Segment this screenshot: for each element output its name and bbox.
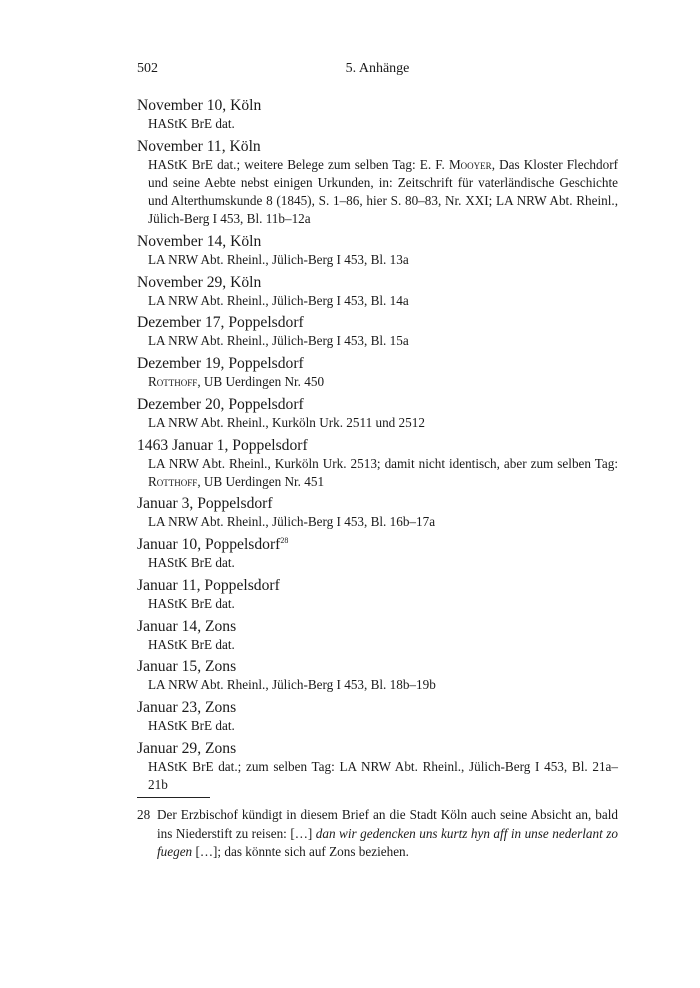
footnote-text-part: Der Erzbischof kündigt in diesem Brief an die Stadt Köln auch seine Absicht an, bald ins Niederstift zu reisen: […] [157, 807, 618, 841]
source-text: HAStK BrE dat.; weitere Belege zum selben Tag: E. F. [148, 156, 449, 172]
entry-heading: 1463 Januar 1, Poppelsdorf [137, 436, 308, 454]
entry-heading: Januar 29, Zons [137, 739, 237, 757]
itinerary-entry [137, 658, 618, 694]
entry-heading: Januar 3, Poppelsdorf [137, 495, 273, 513]
author-name: Mooyer [448, 156, 492, 172]
entry-heading: November 29, Köln [137, 273, 262, 291]
entry-source [137, 156, 618, 229]
entry-heading: Januar 14, Zons [137, 617, 237, 635]
itinerary-list [137, 97, 618, 799]
entry-heading: Dezember 20, Poppelsdorf [137, 395, 304, 413]
entry-source: HAStK BrE dat. [148, 595, 235, 611]
footnote-divider [137, 797, 210, 798]
itinerary-entry [137, 97, 618, 133]
entry-heading: Dezember 19, Poppelsdorf [137, 355, 304, 373]
entry-source [137, 455, 618, 491]
author-name: Rotthoff [148, 374, 198, 390]
source-text: , UB Uerdingen Nr. 451 [197, 473, 325, 489]
entry-source: LA NRW Abt. Rheinl., Jülich-Berg I 453, Bl. 14a [148, 292, 409, 308]
page-number: 502 [137, 61, 158, 76]
itinerary-entry [137, 495, 618, 531]
entry-source: LA NRW Abt. Rheinl., Jülich-Berg I 453, Bl. 18b–19b [148, 677, 436, 693]
source-text: LA NRW Abt. Rheinl., Kurköln Urk. 2513; damit nicht identisch, aber zum selben Tag: [148, 455, 618, 471]
entry-heading: November 11, Köln [137, 137, 261, 155]
entry-source: LA NRW Abt. Rheinl., Kurköln Urk. 2511 und 2512 [148, 414, 425, 430]
itinerary-entry [137, 274, 618, 310]
itinerary-entry [137, 437, 618, 491]
footnote-text-part: […]; das könnte sich auf Zons beziehen. [192, 844, 409, 859]
itinerary-entry [137, 138, 618, 229]
footnote-reference[interactable]: 28 [280, 536, 289, 546]
itinerary-entry [137, 577, 618, 613]
source-text: , UB Uerdingen Nr. 450 [197, 374, 325, 390]
itinerary-entry [137, 396, 618, 432]
itinerary-entry [137, 699, 618, 735]
author-name: Rotthoff [148, 473, 198, 489]
entry-heading: Januar 15, Zons [137, 658, 237, 676]
entry-source: LA NRW Abt. Rheinl., Jülich-Berg I 453, Bl. 13a [148, 252, 409, 268]
entry-source: HAStK BrE dat. [148, 116, 235, 131]
entry-source: HAStK BrE dat. [148, 636, 235, 652]
entry-source [137, 373, 618, 391]
running-title: 5. Anhänge [345, 61, 410, 76]
entry-heading: Januar 11, Poppelsdorf [137, 576, 280, 594]
entry-heading: Januar 23, Zons [137, 698, 237, 716]
itinerary-entry [137, 355, 618, 391]
footnote-number: 28 [137, 807, 151, 822]
footnote [137, 806, 618, 862]
entry-heading: Dezember 17, Poppelsdorf [137, 314, 304, 332]
entry-heading [137, 536, 618, 554]
itinerary-entry [137, 536, 618, 572]
itinerary-entry [137, 314, 618, 350]
running-header [137, 61, 618, 81]
entry-source: HAStK BrE dat. [148, 717, 235, 733]
entry-source: LA NRW Abt. Rheinl., Jülich-Berg I 453, Bl. 16b–17a [148, 514, 436, 530]
itinerary-entry [137, 740, 618, 794]
footnote-text [157, 806, 618, 862]
entry-source: HAStK BrE dat.; zum selben Tag: LA NRW Abt. Rheinl., Jülich-Berg I 453, Bl. 21a–21b [148, 758, 618, 792]
source-text: , Das Kloster Flechdorf und seine Aebte nebst einigen Urkunden, in: Zeitschrift für vaterländische Geschichte und Alterthumskunde 8 (1845), S. 1–86, hier S. 80–83, Nr. XXI; LA NRW Abt. Rheinl., Jülich-Berg I 453, Bl. 11b–12a [148, 156, 618, 227]
entry-source: LA NRW Abt. Rheinl., Jülich-Berg I 453, Bl. 15a [148, 333, 409, 349]
entry-source: HAStK BrE dat. [148, 555, 235, 571]
itinerary-entry [137, 618, 618, 654]
entry-heading: November 14, Köln [137, 233, 262, 251]
itinerary-entry [137, 233, 618, 269]
heading-text: Januar 10, Poppelsdorf [137, 536, 281, 554]
footnote-quotation: dan wir gedencken uns kurtz hyn aff in unse nederlant zo fuegen [157, 825, 618, 859]
entry-heading: November 10, Köln [137, 97, 262, 114]
